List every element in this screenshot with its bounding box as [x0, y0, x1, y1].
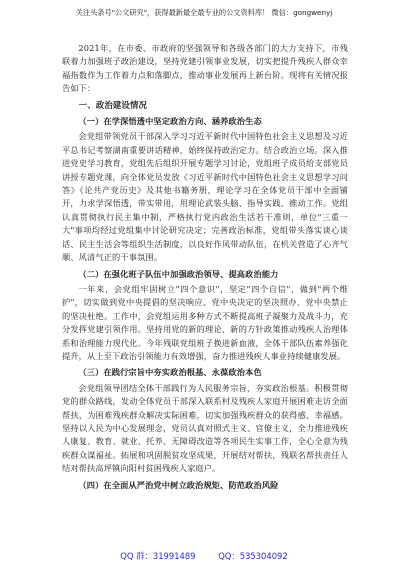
subsection-title-3: （三）在践行宗旨中夯实政治根基、永葆政治本色 [78, 367, 262, 378]
header-banner: 关注头条号"公文研究"，获得最新最全最专业的公文资料库！ 微信：gongwenyj [75, 8, 333, 17]
footer-contact [0, 550, 408, 562]
section-title: 一、政治建设情况 [78, 99, 147, 110]
subsection-title-1: （一）在学深悟透中坚定政治方向、涵养政治生态 [78, 116, 262, 127]
footer-qq: QQ：535304092 [218, 551, 288, 561]
subsection-body-2: 一年来，会党组牢固树立"四个意识"，坚定"四个自信"，做到"两个维护"，切实做到党中央提倡的坚决响应、党中央决定的坚决照办、党中央禁止的坚决杜绝。工作中，会党组运用多种方式不断提高班子凝聚力及战斗力，充分发挥党建引领作用。坚持用党的新的理论、新的方针政策推动残疾人治理体系和治理能力现代化。今年残联党组班子换进新血液，全体干部队伍素养强化提升，从上至下政治引领能力有效增强，奋力推进残疾人事业持续健康发展。 [62, 283, 348, 361]
subsection-body-3: 会党组领导团结全体干部践行为人民服务宗旨，夯实政治根基。积极贯彻党的群众路线，发动全体党员干部深入联系村及残疾人家庭开展困难走访全面帮扶，为困难残疾群众解决实际困难，切实加强残疾群众的获得感、幸福感。坚持以人民为中心发展理念，党员认真对照式主义、官僚主义，全力推进残疾人康复、教育、就业、托养、无障碍改造等各项民生实事工作，全心全意为残疾群众谋福祉。拓展和巩固脱贫攻坚成果，开展结对帮扶，残联名帮扶责任人结对帮扶高坪镇向阳村贫困残疾人家庭户。 [62, 382, 348, 474]
subsection-body-1: 会党组带领党员干部深入学习习近平新时代中国特色社会主义思想及习近平总书记考察湖南重要讲话精神，始终保持政治定力。结合政治立场。深入推进党史学习教育，党组先后组织开展专题学习讨论，党组班子成员给支部党员讲授专题党课，向全体党员发放《习近平新时代中国特色社会主义思想学习问答》《论共产党历史》及其他书籍务册，理论学习在全体党员干部中全面铺开，力求学深悟透，带实带用，用理论武装头脑、指导实践、推动工作。党组认真贯彻执行民主集中制，严格执行党内政治生活若干准则，单位"三重一大"事项均经过党组集中讨论研究决定；完善政治标准，党组带头落实谈心谈话、民主生活会等组织生活制度，以良好作风带动队伍，在机关营造了心齐气顺、风清气正的干事氛围。 [62, 131, 348, 263]
footer-qq-group: QQ 群：31991489 [120, 551, 196, 561]
document-body [62, 42, 348, 494]
subsection-title-4: （四）在全面从严治党中树立政治规矩、防范政治风险 [78, 479, 279, 490]
subsection-title-2: （二）在强化班子队伍中加强政治领导、提高政治能力 [78, 268, 279, 279]
intro-paragraph: 2021年，在市委、市政府的坚强领导和各级各部门的大力支持下，市残联着力加强班子政治建设，坚持党建引领事业发展，切实把提升残疾人群众幸福指数作为工作着力点和落脚点，推动事业发展再上新台阶。现将有关情况报告如下： [62, 43, 348, 94]
